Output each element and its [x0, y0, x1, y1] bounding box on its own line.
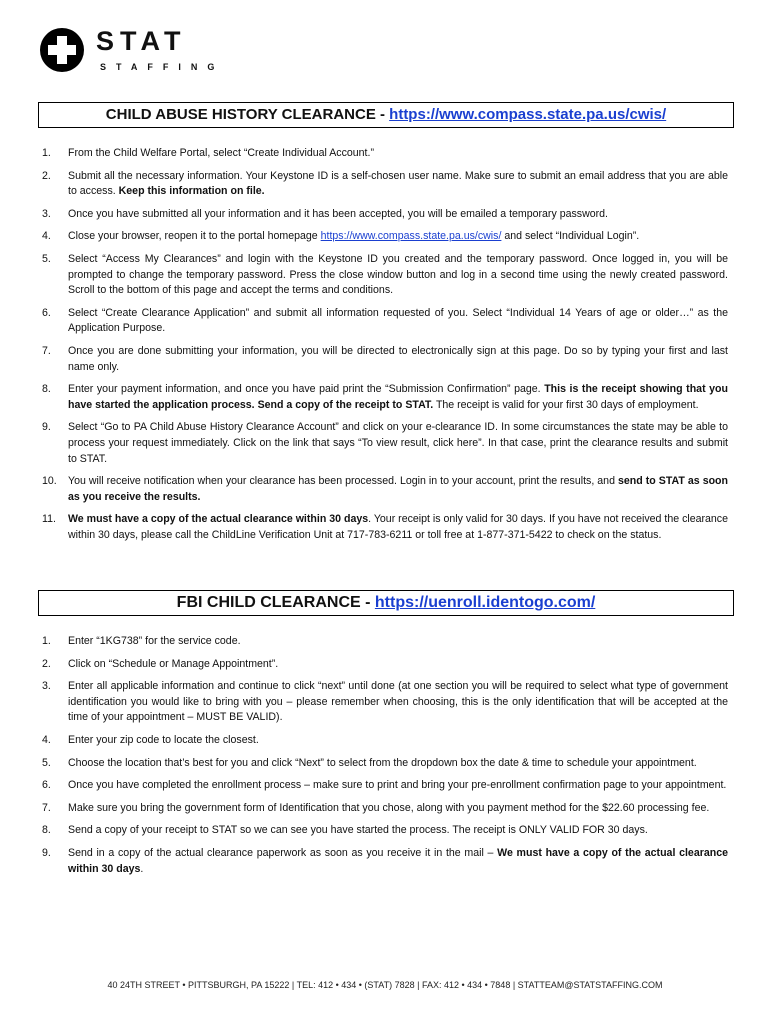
item-text: Once you have submitted all your information and it has been accepted, you will be emailed a temporary password. — [68, 207, 608, 220]
list-item — [38, 382, 728, 413]
item-text: Enter your payment information, and once you have paid print the “Submission Confirmation” page. — [68, 383, 545, 396]
item-text: Choose the location that’s best for you and click “Next” to select from the dropdown box the date & time to schedule your appointment. — [68, 756, 697, 769]
list-item — [38, 512, 728, 543]
item-text-after: The receipt is valid for your first 30 days of employment. — [433, 398, 699, 411]
list-item — [38, 778, 728, 794]
item-number: 6. — [42, 779, 51, 792]
item-link[interactable]: https://www.compass.state.pa.us/cwis/ — [320, 230, 502, 243]
stat-logo — [40, 28, 260, 76]
item-text: Send a copy of your receipt to STAT so we can see you have started the process. The receipt is ONLY VALID FOR 30 days. — [68, 824, 648, 837]
item-number: 10. — [42, 475, 57, 488]
item-number: 4. — [42, 230, 51, 243]
item-text: . Your receipt is only valid for 30 days. If you have not received the clearance within 30 days, please call the ChildLine Verification Unit at 717-783-6211 or toll free at 1-877-371-5422 to check on the status. — [68, 513, 728, 541]
item-text-after: and select “Individual Login”. — [501, 230, 640, 243]
fbi-steps-list — [38, 634, 728, 884]
item-bold-text: send to STAT as soon as you receive the results. — [68, 475, 728, 503]
item-text-after: . — [140, 862, 144, 875]
item-number: 1. — [42, 147, 51, 159]
item-number: 9. — [42, 846, 51, 859]
item-text: Enter all applicable information and continue to click “next” until done (at one section you will be required to select what type of government identification you would like to bring with you – please remember when choosing, this is the only identification that will be accepted at the time of your appointment – MUST BE VALID). — [68, 680, 728, 724]
item-text: Send in a copy of the actual clearance paperwork as soon as you receive it in the mail – — [68, 846, 498, 859]
item-bold-text: This is the receipt showing that you have started the application process. Send a copy of the receipt to STAT. — [68, 383, 728, 411]
list-item — [38, 679, 728, 726]
item-number: 6. — [42, 306, 51, 319]
fbi-section-header — [38, 590, 734, 616]
logo-wordmark: STAT — [96, 26, 187, 56]
list-item — [38, 252, 728, 299]
item-text: Once you have completed the enrollment process – make sure to print and bring your pre-enrollment confirmation page to your appointment. — [68, 779, 727, 792]
list-item — [38, 733, 728, 749]
item-text: Click on “Schedule or Manage Appointment”. — [68, 657, 279, 670]
compass-link[interactable]: https://www.compass.state.pa.us/cwis/ — [389, 106, 667, 123]
item-number: 8. — [42, 824, 51, 837]
list-item — [38, 756, 728, 772]
item-text: Submit all the necessary information. Your Keystone ID is a self-chosen user name. Make sure to submit an email address that you are able to access. — [68, 169, 728, 198]
list-item — [38, 846, 728, 877]
item-text: Select “Go to PA Child Abuse History Clearance Account” and click on your e-clearance ID. In some circumstances the state may be able to process your request immediately. Click on the link that says “To view result, click here”. In that case, print the clearance results and submit to STAT. — [68, 421, 728, 465]
item-text: Once you are done submitting your information, you will be directed to electronically sign at this page. Do so by typing your first and last name only. — [68, 344, 728, 373]
item-number: 5. — [42, 756, 51, 769]
item-text: You will receive notification when your clearance has been processed. Login in to your account, print the results, and — [68, 475, 618, 488]
section-title: CHILD ABUSE HISTORY CLEARANCE - — [105, 106, 390, 123]
item-text: From the Child Welfare Portal, select “Create Individual Account.” — [68, 147, 374, 159]
list-item — [38, 344, 728, 375]
item-text: Select “Create Clearance Application” and submit all information requested of you. Select “Individual 14 Years of age or older…” as the Application Purpose. — [68, 306, 728, 335]
list-item — [38, 229, 728, 245]
item-number: 3. — [42, 680, 51, 693]
item-text: Enter “1KG738” for the service code. — [68, 635, 241, 647]
item-text: Enter your zip code to locate the closest. — [68, 733, 259, 746]
list-item — [38, 801, 728, 817]
item-number: 4. — [42, 733, 51, 746]
item-text: Make sure you bring the government form of Identification that you chose, along with you payment method for the $22.60 processing fee. — [68, 801, 710, 814]
logo-subtitle: STAFFING — [100, 62, 225, 72]
footer-contact: 40 24TH STREET • PITTSBURGH, PA 15222 | TEL: 412 • 434 • (STAT) 7828 | FAX: 412 • 434 • 7848 | STATTEAM@STATSTAFFING.COM — [107, 980, 663, 990]
item-number: 2. — [42, 657, 51, 670]
item-number: 3. — [42, 207, 51, 220]
item-text: Close your browser, reopen it to the portal homepage — [68, 230, 321, 243]
medical-cross-icon — [40, 28, 84, 72]
item-bold-text: We must have a copy of the actual clearance within 30 days — [68, 846, 728, 875]
item-number: 9. — [42, 421, 51, 434]
item-number: 7. — [42, 344, 51, 357]
list-item — [38, 474, 728, 505]
item-number: 5. — [42, 252, 51, 265]
item-number: 8. — [42, 383, 51, 396]
item-number: 7. — [42, 801, 51, 814]
list-item — [38, 207, 728, 223]
item-number: 11. — [42, 513, 56, 526]
identogo-link[interactable]: https://uenroll.identogo.com/ — [374, 594, 596, 611]
list-item — [38, 146, 728, 162]
section-title: FBI CHILD CLEARANCE - — [176, 594, 375, 611]
list-item — [38, 420, 728, 467]
child-abuse-steps-list — [38, 146, 728, 550]
list-item — [38, 169, 728, 200]
item-bold-text: We must have a copy of the actual clearance within 30 days — [68, 513, 369, 526]
item-bold-text: Keep this information on file. — [118, 185, 265, 198]
list-item — [38, 306, 728, 337]
list-item — [38, 657, 728, 673]
item-number: 2. — [42, 169, 51, 182]
item-text: Select “Access My Clearances” and login with the Keystone ID you created and the temporary password. Once logged in, you will be prompted to change the temporary password. Press the close window button and log in a second time using the newly created password. Scroll to the bottom of this page and accept the terms and conditions. — [68, 252, 728, 297]
list-item — [38, 634, 728, 650]
list-item — [38, 823, 728, 839]
item-number: 1. — [42, 635, 51, 647]
child-abuse-section-header — [38, 102, 734, 128]
